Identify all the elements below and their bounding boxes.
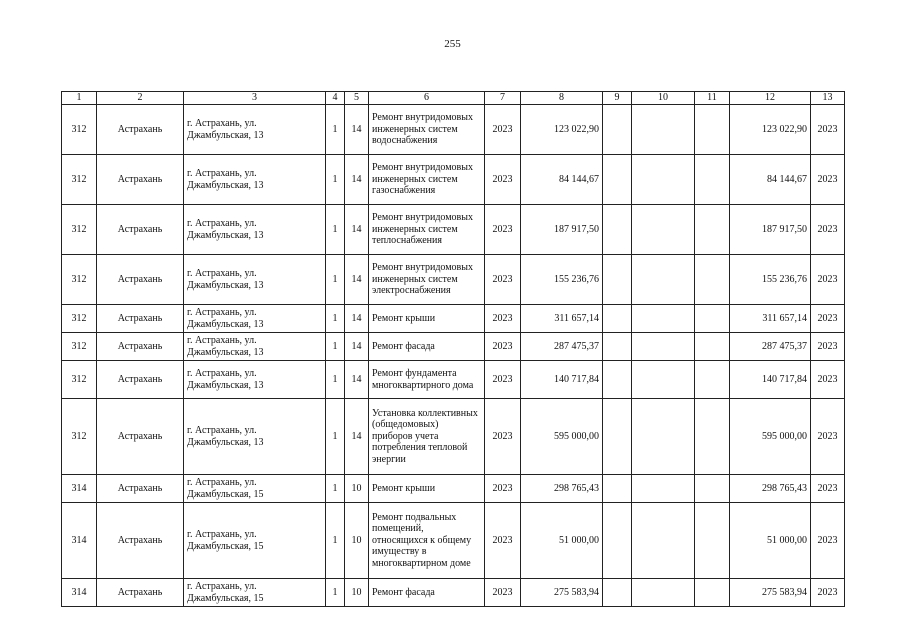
cell-year-end: 2023 bbox=[811, 579, 845, 607]
column-header: 7 bbox=[485, 92, 521, 105]
cell-house-id: 312 bbox=[62, 205, 97, 255]
table-row bbox=[62, 155, 845, 205]
cell-total: 51 000,00 bbox=[730, 503, 811, 579]
cell-year: 2023 bbox=[485, 155, 521, 205]
cell-year: 2023 bbox=[485, 305, 521, 333]
cell-work-type: Ремонт фасада bbox=[369, 579, 485, 607]
cell-col9 bbox=[603, 333, 632, 361]
cell-address: г. Астрахань, ул. Джамбульская, 15 bbox=[184, 503, 326, 579]
cell-address: г. Астрахань, ул. Джамбульская, 13 bbox=[184, 361, 326, 399]
cell-municipality: Астрахань bbox=[97, 155, 184, 205]
cell-col11 bbox=[695, 475, 730, 503]
cell-col5: 14 bbox=[345, 155, 369, 205]
cell-col9 bbox=[603, 305, 632, 333]
cell-col4: 1 bbox=[326, 305, 345, 333]
cell-year-end: 2023 bbox=[811, 399, 845, 475]
cell-work-type: Ремонт фундамента многоквартирного дома bbox=[369, 361, 485, 399]
cell-work-type: Ремонт крыши bbox=[369, 475, 485, 503]
cell-work-type: Ремонт крыши bbox=[369, 305, 485, 333]
table-row bbox=[62, 105, 845, 155]
cell-work-type: Ремонт фасада bbox=[369, 333, 485, 361]
cell-house-id: 312 bbox=[62, 399, 97, 475]
cell-col5: 10 bbox=[345, 475, 369, 503]
cell-municipality: Астрахань bbox=[97, 333, 184, 361]
column-header: 12 bbox=[730, 92, 811, 105]
column-header: 9 bbox=[603, 92, 632, 105]
cell-cost: 140 717,84 bbox=[521, 361, 603, 399]
cell-year: 2023 bbox=[485, 333, 521, 361]
cell-col5: 14 bbox=[345, 333, 369, 361]
cell-col9 bbox=[603, 579, 632, 607]
cell-col11 bbox=[695, 333, 730, 361]
cell-year-end: 2023 bbox=[811, 475, 845, 503]
column-header: 4 bbox=[326, 92, 345, 105]
cell-house-id: 312 bbox=[62, 155, 97, 205]
cell-col4: 1 bbox=[326, 333, 345, 361]
cell-col4: 1 bbox=[326, 579, 345, 607]
cell-col9 bbox=[603, 361, 632, 399]
cell-col11 bbox=[695, 155, 730, 205]
cell-col10 bbox=[632, 255, 695, 305]
cell-total: 187 917,50 bbox=[730, 205, 811, 255]
cell-total: 287 475,37 bbox=[730, 333, 811, 361]
column-header: 13 bbox=[811, 92, 845, 105]
cell-house-id: 312 bbox=[62, 255, 97, 305]
cell-work-type: Ремонт внутридомовых инженерных систем водоснабжения bbox=[369, 105, 485, 155]
cell-col10 bbox=[632, 475, 695, 503]
cell-col9 bbox=[603, 503, 632, 579]
cell-cost: 287 475,37 bbox=[521, 333, 603, 361]
cell-col4: 1 bbox=[326, 475, 345, 503]
cell-year: 2023 bbox=[485, 105, 521, 155]
cell-municipality: Астрахань bbox=[97, 255, 184, 305]
cell-year: 2023 bbox=[485, 361, 521, 399]
cell-cost: 123 022,90 bbox=[521, 105, 603, 155]
cell-col10 bbox=[632, 155, 695, 205]
cell-col10 bbox=[632, 399, 695, 475]
cell-col4: 1 bbox=[326, 155, 345, 205]
cell-col4: 1 bbox=[326, 205, 345, 255]
cell-cost: 84 144,67 bbox=[521, 155, 603, 205]
cell-col9 bbox=[603, 255, 632, 305]
cell-col4: 1 bbox=[326, 255, 345, 305]
cell-address: г. Астрахань, ул. Джамбульская, 13 bbox=[184, 399, 326, 475]
cell-total: 140 717,84 bbox=[730, 361, 811, 399]
cell-col10 bbox=[632, 205, 695, 255]
cell-total: 123 022,90 bbox=[730, 105, 811, 155]
cell-col11 bbox=[695, 579, 730, 607]
cell-col9 bbox=[603, 205, 632, 255]
cell-address: г. Астрахань, ул. Джамбульская, 13 bbox=[184, 105, 326, 155]
cell-total: 311 657,14 bbox=[730, 305, 811, 333]
cell-col5: 14 bbox=[345, 255, 369, 305]
cell-house-id: 314 bbox=[62, 475, 97, 503]
cell-col10 bbox=[632, 579, 695, 607]
cell-col9 bbox=[603, 155, 632, 205]
cell-col5: 14 bbox=[345, 205, 369, 255]
cell-col4: 1 bbox=[326, 503, 345, 579]
cell-col9 bbox=[603, 105, 632, 155]
cell-house-id: 312 bbox=[62, 105, 97, 155]
cell-col5: 14 bbox=[345, 361, 369, 399]
cell-total: 155 236,76 bbox=[730, 255, 811, 305]
cell-col10 bbox=[632, 361, 695, 399]
page-number: 255 bbox=[444, 38, 461, 50]
cell-col4: 1 bbox=[326, 105, 345, 155]
cell-house-id: 312 bbox=[62, 361, 97, 399]
cell-house-id: 312 bbox=[62, 305, 97, 333]
cell-col9 bbox=[603, 475, 632, 503]
cell-col11 bbox=[695, 399, 730, 475]
column-header: 10 bbox=[632, 92, 695, 105]
cell-work-type: Ремонт внутридомовых инженерных систем газоснабжения bbox=[369, 155, 485, 205]
cell-col11 bbox=[695, 105, 730, 155]
table-row bbox=[62, 333, 845, 361]
repair-program-table bbox=[61, 91, 845, 607]
cell-col11 bbox=[695, 305, 730, 333]
cell-municipality: Астрахань bbox=[97, 361, 184, 399]
column-header: 6 bbox=[369, 92, 485, 105]
cell-address: г. Астрахань, ул. Джамбульская, 13 bbox=[184, 205, 326, 255]
cell-work-type: Ремонт внутридомовых инженерных систем электроснабжения bbox=[369, 255, 485, 305]
cell-address: г. Астрахань, ул. Джамбульская, 13 bbox=[184, 305, 326, 333]
cell-col11 bbox=[695, 205, 730, 255]
cell-address: г. Астрахань, ул. Джамбульская, 13 bbox=[184, 155, 326, 205]
cell-cost: 298 765,43 bbox=[521, 475, 603, 503]
cell-municipality: Астрахань bbox=[97, 503, 184, 579]
cell-cost: 51 000,00 bbox=[521, 503, 603, 579]
table-row bbox=[62, 205, 845, 255]
cell-col11 bbox=[695, 503, 730, 579]
cell-total: 84 144,67 bbox=[730, 155, 811, 205]
cell-col5: 14 bbox=[345, 305, 369, 333]
cell-year-end: 2023 bbox=[811, 155, 845, 205]
table-row bbox=[62, 399, 845, 475]
column-header: 8 bbox=[521, 92, 603, 105]
cell-address: г. Астрахань, ул. Джамбульская, 15 bbox=[184, 475, 326, 503]
cell-municipality: Астрахань bbox=[97, 205, 184, 255]
cell-cost: 275 583,94 bbox=[521, 579, 603, 607]
cell-col5: 10 bbox=[345, 503, 369, 579]
cell-address: г. Астрахань, ул. Джамбульская, 13 bbox=[184, 333, 326, 361]
cell-total: 298 765,43 bbox=[730, 475, 811, 503]
cell-col5: 14 bbox=[345, 105, 369, 155]
table-row bbox=[62, 503, 845, 579]
cell-year: 2023 bbox=[485, 399, 521, 475]
cell-address: г. Астрахань, ул. Джамбульская, 15 bbox=[184, 579, 326, 607]
cell-col11 bbox=[695, 255, 730, 305]
cell-work-type: Установка коллективных (общедомовых) приборов учета потребления тепловой энергии bbox=[369, 399, 485, 475]
cell-total: 595 000,00 bbox=[730, 399, 811, 475]
cell-col10 bbox=[632, 305, 695, 333]
cell-year: 2023 bbox=[485, 475, 521, 503]
cell-work-type: Ремонт внутридомовых инженерных систем теплоснабжения bbox=[369, 205, 485, 255]
cell-year-end: 2023 bbox=[811, 205, 845, 255]
cell-col10 bbox=[632, 333, 695, 361]
cell-municipality: Астрахань bbox=[97, 399, 184, 475]
cell-col4: 1 bbox=[326, 399, 345, 475]
cell-col10 bbox=[632, 503, 695, 579]
cell-year-end: 2023 bbox=[811, 105, 845, 155]
cell-house-id: 312 bbox=[62, 333, 97, 361]
table-row bbox=[62, 255, 845, 305]
cell-col4: 1 bbox=[326, 361, 345, 399]
cell-house-id: 314 bbox=[62, 503, 97, 579]
cell-municipality: Астрахань bbox=[97, 305, 184, 333]
column-number-row bbox=[62, 92, 845, 105]
column-header: 3 bbox=[184, 92, 326, 105]
table-row bbox=[62, 475, 845, 503]
cell-year-end: 2023 bbox=[811, 255, 845, 305]
table-row bbox=[62, 305, 845, 333]
cell-municipality: Астрахань bbox=[97, 105, 184, 155]
cell-cost: 311 657,14 bbox=[521, 305, 603, 333]
table-row bbox=[62, 361, 845, 399]
column-header: 5 bbox=[345, 92, 369, 105]
table-row bbox=[62, 579, 845, 607]
cell-house-id: 314 bbox=[62, 579, 97, 607]
cell-year-end: 2023 bbox=[811, 333, 845, 361]
cell-municipality: Астрахань bbox=[97, 475, 184, 503]
cell-year-end: 2023 bbox=[811, 361, 845, 399]
cell-col9 bbox=[603, 399, 632, 475]
cell-year-end: 2023 bbox=[811, 503, 845, 579]
cell-address: г. Астрахань, ул. Джамбульская, 13 bbox=[184, 255, 326, 305]
column-header: 1 bbox=[62, 92, 97, 105]
cell-col10 bbox=[632, 105, 695, 155]
cell-col5: 10 bbox=[345, 579, 369, 607]
cell-col11 bbox=[695, 361, 730, 399]
cell-cost: 155 236,76 bbox=[521, 255, 603, 305]
cell-year: 2023 bbox=[485, 205, 521, 255]
column-header: 2 bbox=[97, 92, 184, 105]
cell-work-type: Ремонт подвальных помещений, относящихся к общему имуществу в многоквартирном доме bbox=[369, 503, 485, 579]
cell-cost: 595 000,00 bbox=[521, 399, 603, 475]
cell-year: 2023 bbox=[485, 255, 521, 305]
cell-municipality: Астрахань bbox=[97, 579, 184, 607]
column-header: 11 bbox=[695, 92, 730, 105]
cell-year: 2023 bbox=[485, 579, 521, 607]
cell-year: 2023 bbox=[485, 503, 521, 579]
cell-col5: 14 bbox=[345, 399, 369, 475]
cell-year-end: 2023 bbox=[811, 305, 845, 333]
cell-total: 275 583,94 bbox=[730, 579, 811, 607]
cell-cost: 187 917,50 bbox=[521, 205, 603, 255]
